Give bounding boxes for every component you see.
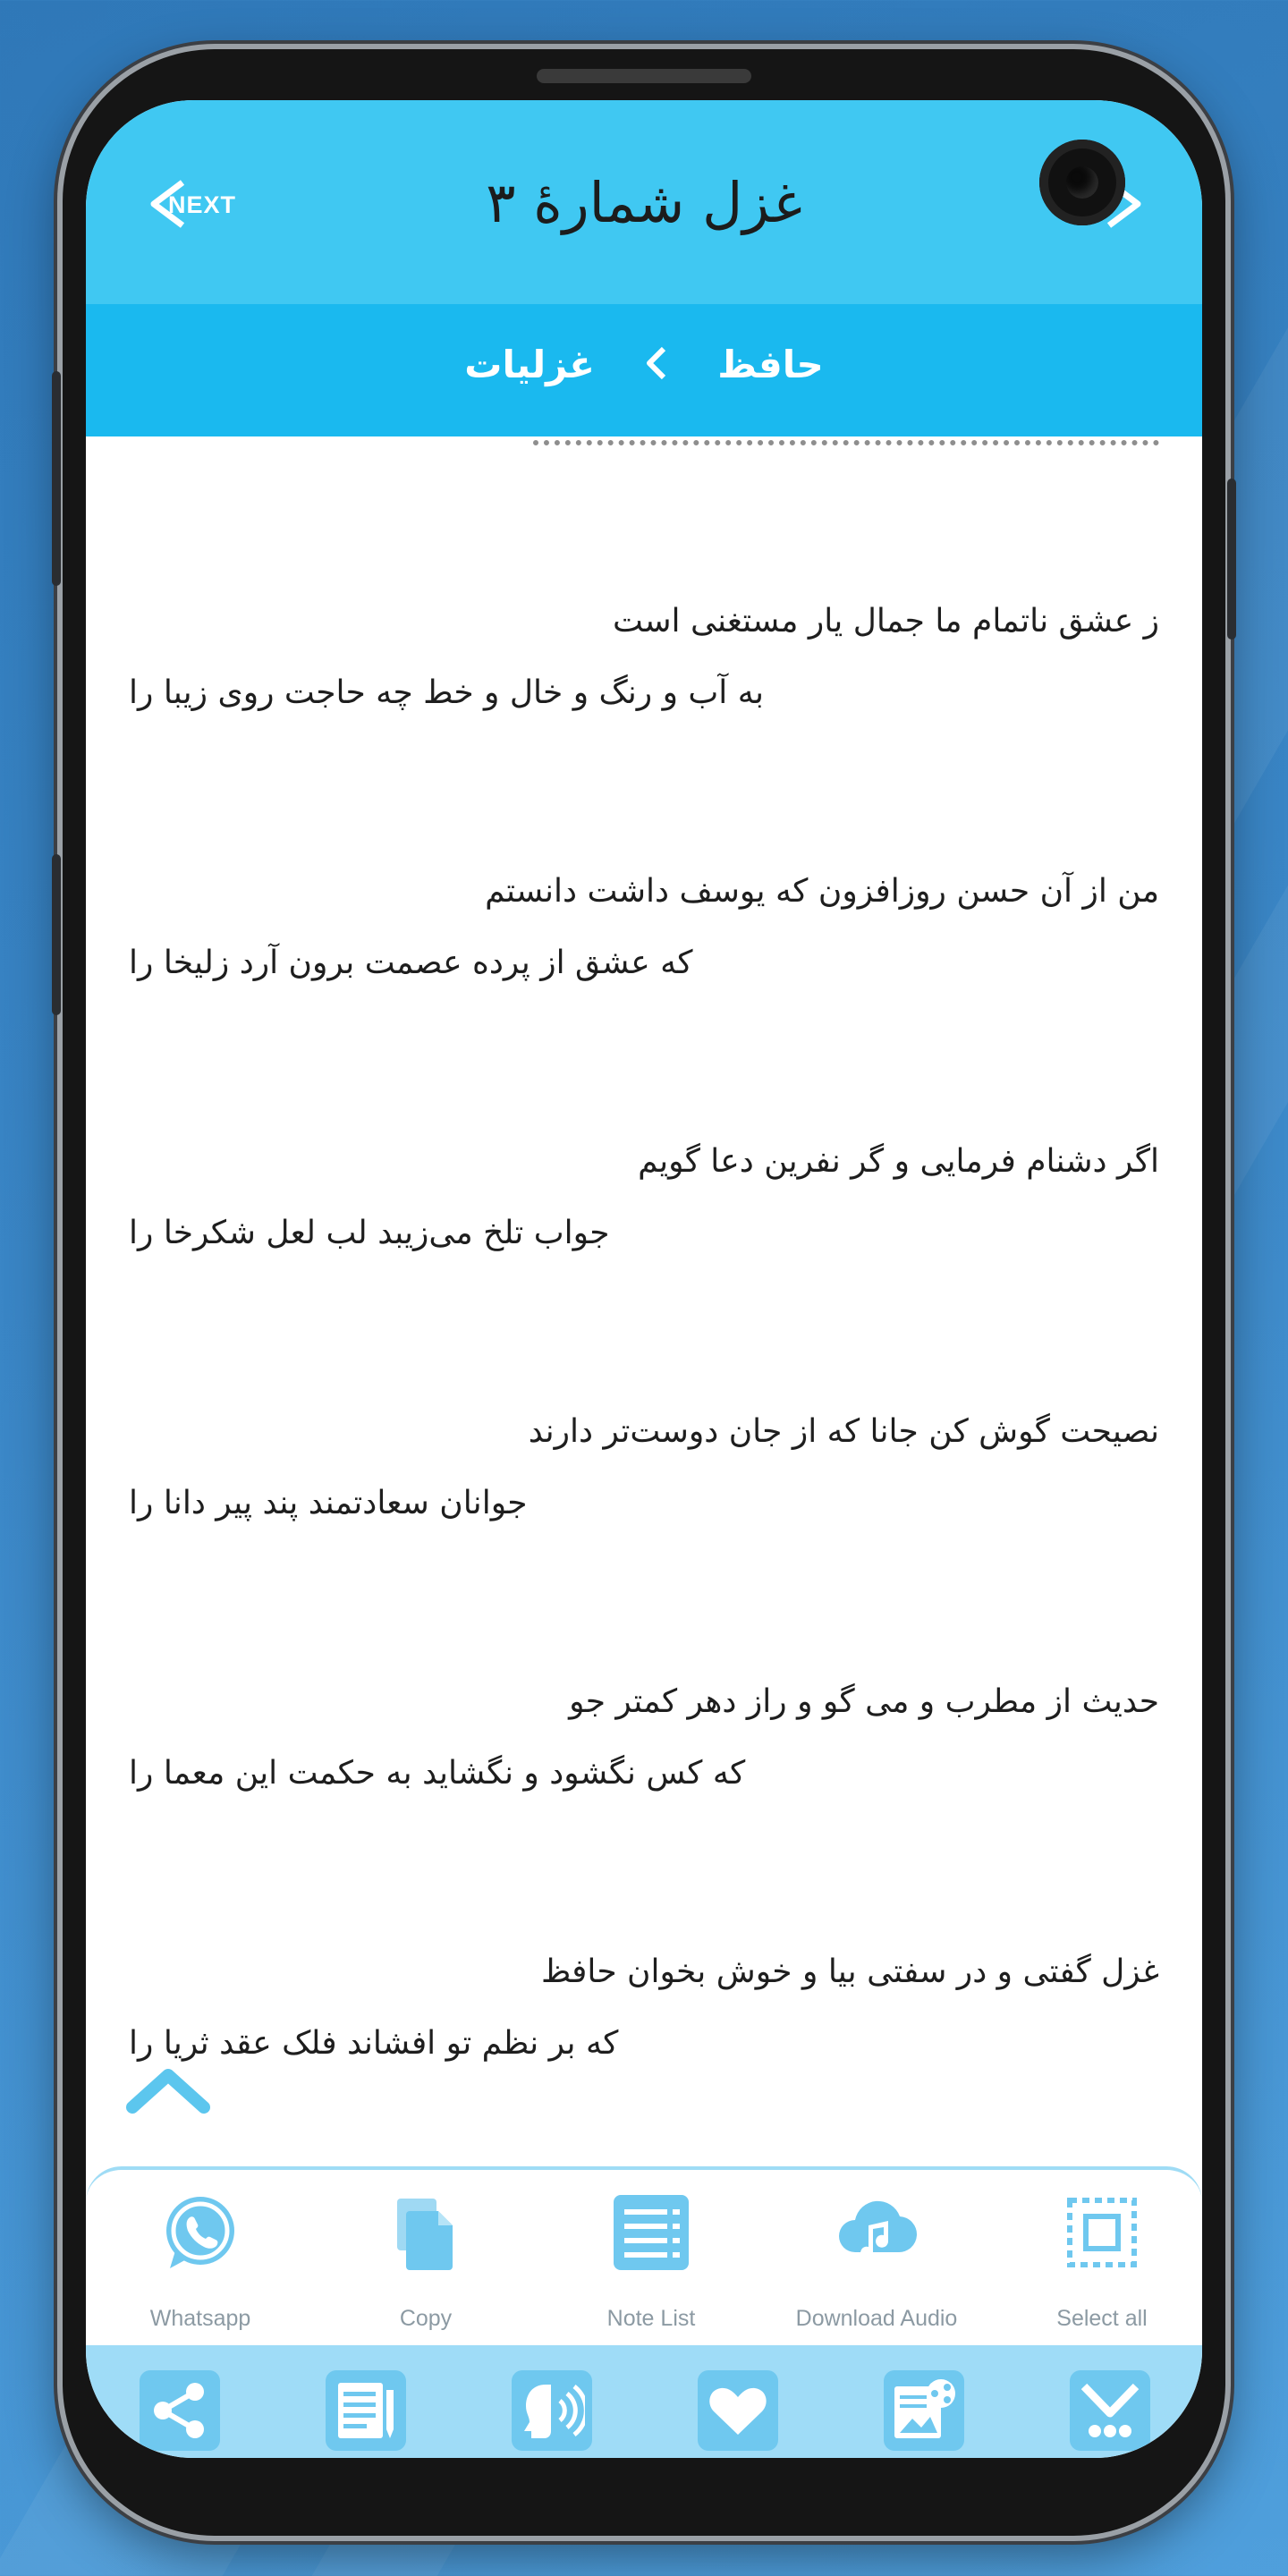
hemistich-first: نصیحت گوش کن جانا که از جان دوست‌تر دارند xyxy=(528,1413,1159,1450)
recite-icon xyxy=(519,2377,585,2444)
heart-icon xyxy=(705,2377,771,2444)
breadcrumb xyxy=(86,304,1202,436)
next-label: NEXT xyxy=(168,191,237,218)
front-camera xyxy=(1039,140,1125,225)
hemistich-second: که بر نظم تو افشاند فلک عقد ثریا را xyxy=(129,2025,619,2062)
hemistich-first: ز عشق ناتمام ما جمال یار مستغنی است xyxy=(612,603,1159,640)
favorite-button[interactable] xyxy=(698,2370,778,2451)
app-screen xyxy=(86,100,1202,2458)
recite-button[interactable] xyxy=(512,2370,592,2451)
earpiece-speaker xyxy=(537,69,751,83)
notes-button[interactable] xyxy=(326,2370,406,2451)
share-icon xyxy=(147,2377,213,2444)
hemistich-first: غزل گفتی و در سفتی بیا و خوش بخوان حافظ xyxy=(540,1953,1159,1990)
notes-icon xyxy=(333,2377,399,2444)
image-share-icon xyxy=(891,2377,957,2444)
image-share-button[interactable] xyxy=(884,2370,964,2451)
select-all-icon xyxy=(1059,2190,1145,2275)
hemistich-second: جوانان سعادتمند پند پیر دانا را xyxy=(129,1485,528,1521)
hemistich-first: اگر دشنام فرمایی و گر نفرین دعا گویم xyxy=(638,1143,1159,1180)
hemistich-first: من از آن حسن روزافزون که یوسف داشت دانستم xyxy=(485,873,1159,910)
copy-label: Copy xyxy=(399,2306,453,2331)
whatsapp-label: Whatsapp xyxy=(149,2306,251,2331)
hemistich-second: که کس نگشود و نگشاید به حکمت این معما را xyxy=(129,1755,746,1792)
hemistich-second: جواب تلخ می‌زیبد لب لعل شکرخا را xyxy=(129,1215,610,1251)
bottom-navigation xyxy=(86,2345,1202,2458)
note-list-icon xyxy=(608,2190,694,2275)
scroll-to-top-button[interactable] xyxy=(123,2063,213,2116)
download-audio-button[interactable] xyxy=(787,2190,966,2332)
hemistich-second: که عشق از پرده عصمت برون آرد زلیخا را xyxy=(129,945,693,981)
power-button xyxy=(1227,479,1236,640)
volume-button xyxy=(52,371,61,586)
note-list-button[interactable] xyxy=(562,2190,741,2332)
page-title: غزل شمارهٔ ۳ xyxy=(486,170,802,235)
select-all-label: Select all xyxy=(1056,2306,1148,2331)
hemistich-second: به آب و رنگ و خال و خط چه حاجت روی زیبا را xyxy=(129,674,765,711)
note-list-label: Note List xyxy=(606,2306,696,2331)
chevron-left-icon xyxy=(644,345,669,390)
select-all-button[interactable] xyxy=(1013,2190,1191,2332)
partially-hidden-line xyxy=(533,436,1159,445)
copy-button[interactable] xyxy=(336,2190,515,2332)
action-toolbar xyxy=(86,2166,1202,2345)
menu-icon xyxy=(1077,2377,1143,2444)
poem-content xyxy=(86,436,1202,2216)
menu-button[interactable] xyxy=(1070,2370,1150,2451)
breadcrumb-section[interactable]: غزلیات xyxy=(464,343,595,386)
download-audio-icon xyxy=(834,2190,919,2275)
share-button[interactable] xyxy=(140,2370,220,2451)
breadcrumb-poet[interactable]: حافظ xyxy=(717,343,824,386)
hemistich-first: حدیث از مطرب و می گو و راز دهر کمتر جو xyxy=(569,1683,1159,1720)
whatsapp-icon xyxy=(157,2190,243,2275)
copy-icon xyxy=(383,2190,469,2275)
top-bar xyxy=(86,100,1202,304)
whatsapp-button[interactable] xyxy=(111,2190,290,2332)
download-audio-label: Download Audio xyxy=(795,2306,958,2331)
bixby-button xyxy=(52,854,61,1015)
